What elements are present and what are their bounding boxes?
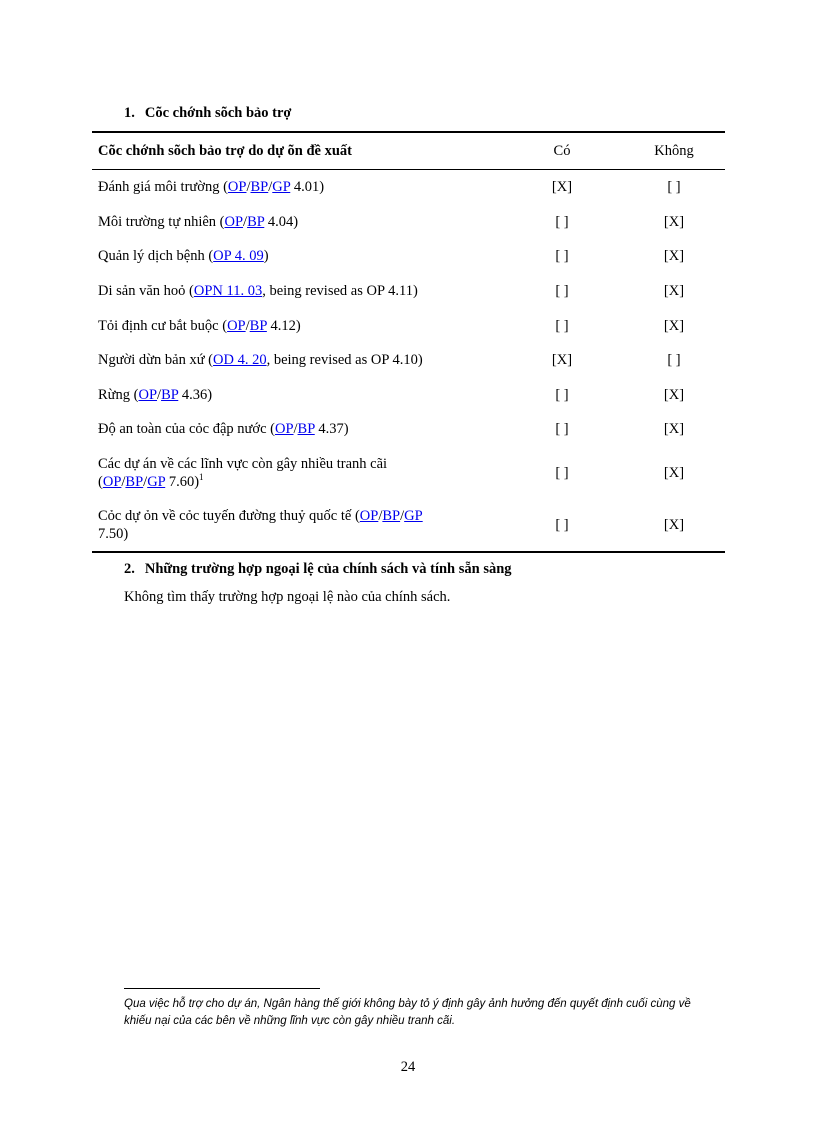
- yes-checkbox-cell: [ ]: [555, 465, 569, 482]
- table-row: [92, 170, 725, 205]
- policy-link[interactable]: OP: [138, 386, 158, 403]
- policy-text: 4.37): [314, 421, 349, 438]
- policy-name-cell: Cỏc dự ỏn về cỏc tuyến đường thuỷ quốc tế (OP/BP/GP 7.50): [98, 508, 423, 543]
- section-title: Những trường hợp ngoại lệ của chính sách và tính sẵn sàng: [144, 561, 512, 577]
- policy-text: 4.36): [178, 386, 213, 403]
- footnote-separator: [124, 988, 320, 989]
- yes-checkbox-cell: [ ]: [555, 421, 569, 438]
- policy-name-cell: Các dự án về các lĩnh vực còn gây nhiều tranh cãi (OP/BP/GP 7.60)$^1$: [98, 456, 388, 491]
- policy-text: Cỏc dự ỏn về cỏc tuyến đường thuỷ quốc tế (: [98, 508, 360, 525]
- policy-link[interactable]: OD 4. 20: [213, 352, 267, 369]
- page-number: 24: [400, 1059, 416, 1075]
- column-header-yes: Có: [553, 142, 571, 159]
- table-row: [92, 500, 725, 552]
- policy-name-cell: [92, 343, 501, 378]
- no-checkbox-cell: [X]: [663, 421, 685, 438]
- policy-name-cell: [92, 239, 501, 274]
- table-row: [92, 447, 725, 500]
- policy-link[interactable]: GP: [404, 508, 423, 525]
- table-row: [92, 205, 725, 240]
- section-heading-1: [124, 105, 291, 122]
- policy-link[interactable]: BP: [382, 508, 401, 525]
- policy-text: Rừng (: [98, 386, 139, 403]
- table-header-row: [92, 132, 725, 170]
- footnote-text: Qua việc hỗ trợ cho dự án, Ngân hàng thế giới không bày tỏ ý định gây ảnh hưởng đến quyết định cuối cùng về khiếu nại của các bên về những lĩnh vực còn gây nhiều tranh cãi.: [124, 998, 691, 1027]
- no-checkbox-cell: [X]: [663, 386, 685, 403]
- policy-name-cell: Rừng (OP/BP 4.36): [98, 386, 213, 403]
- policy-text: 4.01): [290, 179, 325, 196]
- policy-link[interactable]: BP: [161, 386, 179, 403]
- policy-link[interactable]: OP: [359, 508, 379, 525]
- section-number: 1.: [124, 105, 135, 121]
- no-checkbox-cell: [X]: [663, 213, 685, 230]
- table-row: [92, 378, 725, 413]
- section-title: Cõc chớnh sõch bảo trợ: [144, 105, 292, 121]
- yes-checkbox-cell: [X]: [551, 352, 573, 369]
- no-checkbox-cell: [ ]: [667, 179, 681, 196]
- policy-name-cell: [92, 274, 501, 309]
- policy-link[interactable]: GP: [272, 179, 291, 196]
- yes-checkbox-cell: [ ]: [555, 386, 569, 403]
- policy-text: Môi trường tự nhiên (: [98, 213, 225, 230]
- policy-text: Người dừn bản xứ (: [98, 352, 214, 369]
- section-number: 2.: [124, 561, 135, 577]
- policy-link[interactable]: OP: [102, 474, 122, 491]
- policy-text: Các dự án về các lĩnh vực còn gây nhiều tranh cãi: [98, 456, 388, 473]
- no-checkbox-cell: [X]: [663, 517, 685, 534]
- table-row: [92, 412, 725, 447]
- policy-text: 7.60): [165, 474, 200, 491]
- policy-text: (: [98, 474, 103, 491]
- table-row: [92, 343, 725, 378]
- policy-text: 4.12): [266, 317, 301, 334]
- column-header-no: Không: [654, 142, 694, 159]
- policy-text: Quản lý dịch bệnh (: [98, 248, 214, 265]
- no-checkbox-cell: [X]: [663, 283, 685, 300]
- footnote-marker: 1: [199, 472, 204, 483]
- table-row: [92, 308, 725, 343]
- policy-link[interactable]: OP: [227, 317, 246, 334]
- policy-name-cell: Tỏi định cư bắt buộc (OP/BP 4.12): [98, 317, 301, 334]
- yes-checkbox-cell: [ ]: [555, 213, 569, 230]
- yes-checkbox-cell: [X]: [551, 179, 573, 196]
- policy-name-cell: Đánh giá môi trường (OP/BP/GP 4.01): [98, 179, 325, 196]
- policy-link[interactable]: BP: [249, 317, 267, 334]
- safeguard-policies-table: [92, 131, 725, 553]
- policy-text: 4.04): [264, 213, 299, 230]
- policy-name-cell: Độ an toàn của cỏc đập nước (OP/BP 4.37): [98, 421, 349, 438]
- policy-link[interactable]: OP: [274, 421, 294, 438]
- policy-text: Độ an toàn của cỏc đập nước (: [98, 421, 275, 438]
- policy-text: , being revised as OP 4.11): [262, 283, 418, 300]
- policy-link[interactable]: BP: [125, 474, 144, 491]
- no-checkbox-cell: [ ]: [667, 352, 681, 369]
- column-header-policy: Cõc chớnh sõch bảo trợ do dự õn đề xuất: [98, 142, 352, 159]
- policy-link[interactable]: OPN 11. 03: [193, 283, 263, 300]
- yes-checkbox-cell: [ ]: [555, 317, 569, 334]
- no-checkbox-cell: [X]: [663, 465, 685, 482]
- yes-checkbox-cell: [ ]: [555, 517, 569, 534]
- policy-link[interactable]: BP: [247, 213, 265, 230]
- policy-name-cell: Môi trường tự nhiên (OP/BP 4.04): [98, 213, 299, 230]
- policy-link[interactable]: BP: [250, 179, 269, 196]
- table-row: [92, 274, 725, 309]
- policy-text: Di sản văn hoỏ (: [98, 283, 194, 300]
- yes-checkbox-cell: [ ]: [555, 248, 569, 265]
- policy-link[interactable]: OP: [224, 213, 244, 230]
- policy-link[interactable]: BP: [297, 421, 315, 438]
- policy-link[interactable]: OP 4. 09: [213, 248, 264, 265]
- policy-text: Đánh giá môi trường (: [98, 179, 228, 196]
- section-heading-2: [124, 561, 512, 578]
- policy-text: 7.50): [98, 526, 129, 543]
- policy-text: ): [263, 248, 269, 265]
- no-checkbox-cell: [X]: [663, 248, 685, 265]
- policy-text: , being revised as OP 4.10): [266, 352, 423, 369]
- no-checkbox-cell: [X]: [663, 317, 685, 334]
- yes-checkbox-cell: [ ]: [555, 283, 569, 300]
- policy-link[interactable]: OP: [227, 179, 247, 196]
- policy-link[interactable]: GP: [147, 474, 166, 491]
- body-paragraph: Không tìm thấy trường hợp ngoại lệ nào của chính sách.: [124, 589, 451, 605]
- policy-text: Tỏi định cư bắt buộc (: [98, 317, 228, 334]
- table-row: [92, 239, 725, 274]
